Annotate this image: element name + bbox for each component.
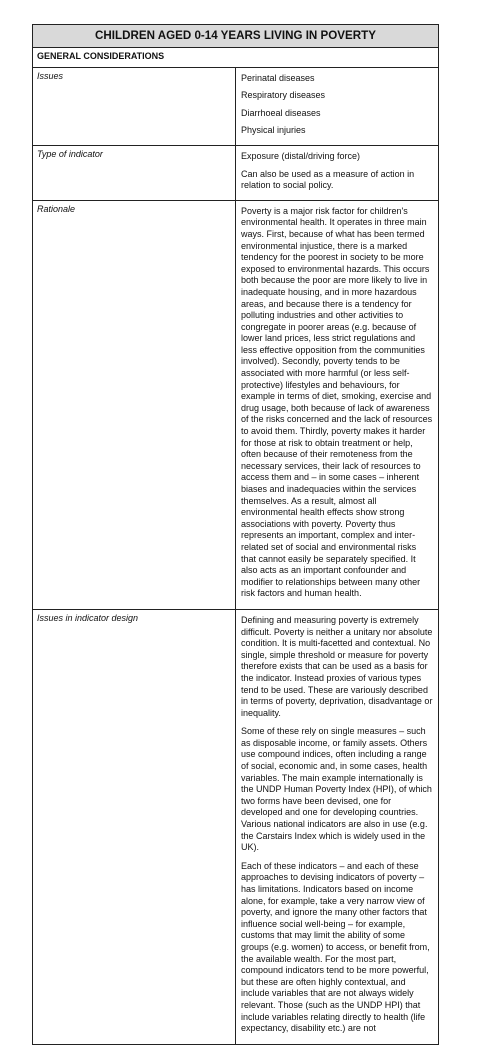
section-header-row bbox=[33, 48, 439, 68]
issue-item: Diarrhoeal diseases bbox=[241, 107, 321, 118]
type-of-indicator-row bbox=[33, 145, 439, 200]
issue-item: Physical injuries bbox=[241, 125, 306, 136]
issues-in-design-label: Issues in indicator design bbox=[33, 609, 236, 1044]
sheet-title: CHILDREN AGED 0-14 YEARS LIVING IN POVERTY bbox=[33, 25, 439, 48]
issues-in-design-content bbox=[236, 609, 439, 1044]
design-paragraph: Defining and measuring poverty is extremely difficult. Poverty is neither a unitary nor absolute condition. It is multi-facetted and contextual. No single, simple threshold or measure for poverty therefore exists that can be used as a basis for the indicator. Instead proxies of various types tend to be used. These are variously described in terms of poverty, deprivation, disadvantage or inequality. bbox=[241, 614, 433, 718]
indicator-sheet bbox=[32, 24, 439, 1045]
issue-item: Perinatal diseases bbox=[241, 72, 315, 83]
rationale-content bbox=[236, 200, 439, 609]
indicator-table bbox=[32, 24, 439, 1045]
type-of-indicator-content bbox=[236, 145, 439, 200]
title-row bbox=[33, 25, 439, 48]
indicator-type-line: Exposure (distal/driving force) bbox=[241, 150, 361, 161]
design-paragraph: Some of these rely on single measures – such as disposable income, or family assets. Others use compound indices, often including a range of social, economic and, in some cases, health variables. The main example internationally is the UNDP Human Poverty Index (HPI), of which two forms have been devised, one for developed and one for developing countries. Various national indicators are also in use (e.g. the Carstairs Index which is widely used in the UK). bbox=[241, 726, 432, 853]
issue-item: Respiratory diseases bbox=[241, 90, 326, 101]
issues-content bbox=[236, 67, 439, 145]
issues-in-design-row bbox=[33, 609, 439, 1044]
rationale-row bbox=[33, 200, 439, 609]
section-header: GENERAL CONSIDERATIONS bbox=[33, 48, 439, 68]
indicator-type-line: Can also be used as a measure of action in relation to social policy. bbox=[241, 168, 415, 191]
type-of-indicator-label: Type of indicator bbox=[33, 145, 236, 200]
issues-label: Issues bbox=[33, 67, 236, 145]
rationale-label: Rationale bbox=[33, 200, 236, 609]
design-paragraph: Each of these indicators – and each of these approaches to devising indicators of poverty – has limitations. Indicators based on income alone, for example, take a very narrow view of poverty, and ignore the many other factors that influence social well-being – for example, customs that may limit the ability of some groups (e.g. women) to access, or benefit from, the available wealth. For the most part, compound indicators tend to be more powerful, but these are often highly contextual, and include variables that are not always widely relevant. Those (such as the UNDP HPI) that include variables relating directly to health (life expectancy, disability etc.) are not bbox=[241, 860, 430, 1034]
rationale-paragraph: Poverty is a major risk factor for children's environmental health. It operates in three main ways. First, because of what has been termed environmental injustice, there is a marked tendency for the poorest in society to be more exposed to environmental hazards. This occurs both because the poor are more likely to live in inadequate housing, and in more hazardous areas, and because there is a tendency for polluting industries and other activities to congregate in poorer areas (e.g. because of lower land prices, less strict regulations and less effective opposition from the communities involved). Secondly, poverty tends to be associated with more harmful (or less self-protective) lifestyles and behaviours, for example in terms of diet, smoking, exercise and drug usage, both because of lack of awareness of the risks concerned and the lack of resources to avoid them. Thirdly, poverty makes it harder for those at risk to obtain treatment or help, often because of their remoteness from the necessary services, their lack of resources to access them and – in some cases – inherent biases and inadequacies within the services themselves. As a result, almost all environmental health effects show strong associations with poverty. Poverty thus represents an important, complex and inter-related set of social and environmental risks that cannot easily be separately specified. It also acts as an important confounder and modifier to relationships between many other risk factors and human health. bbox=[241, 205, 433, 599]
issues-row bbox=[33, 67, 439, 145]
